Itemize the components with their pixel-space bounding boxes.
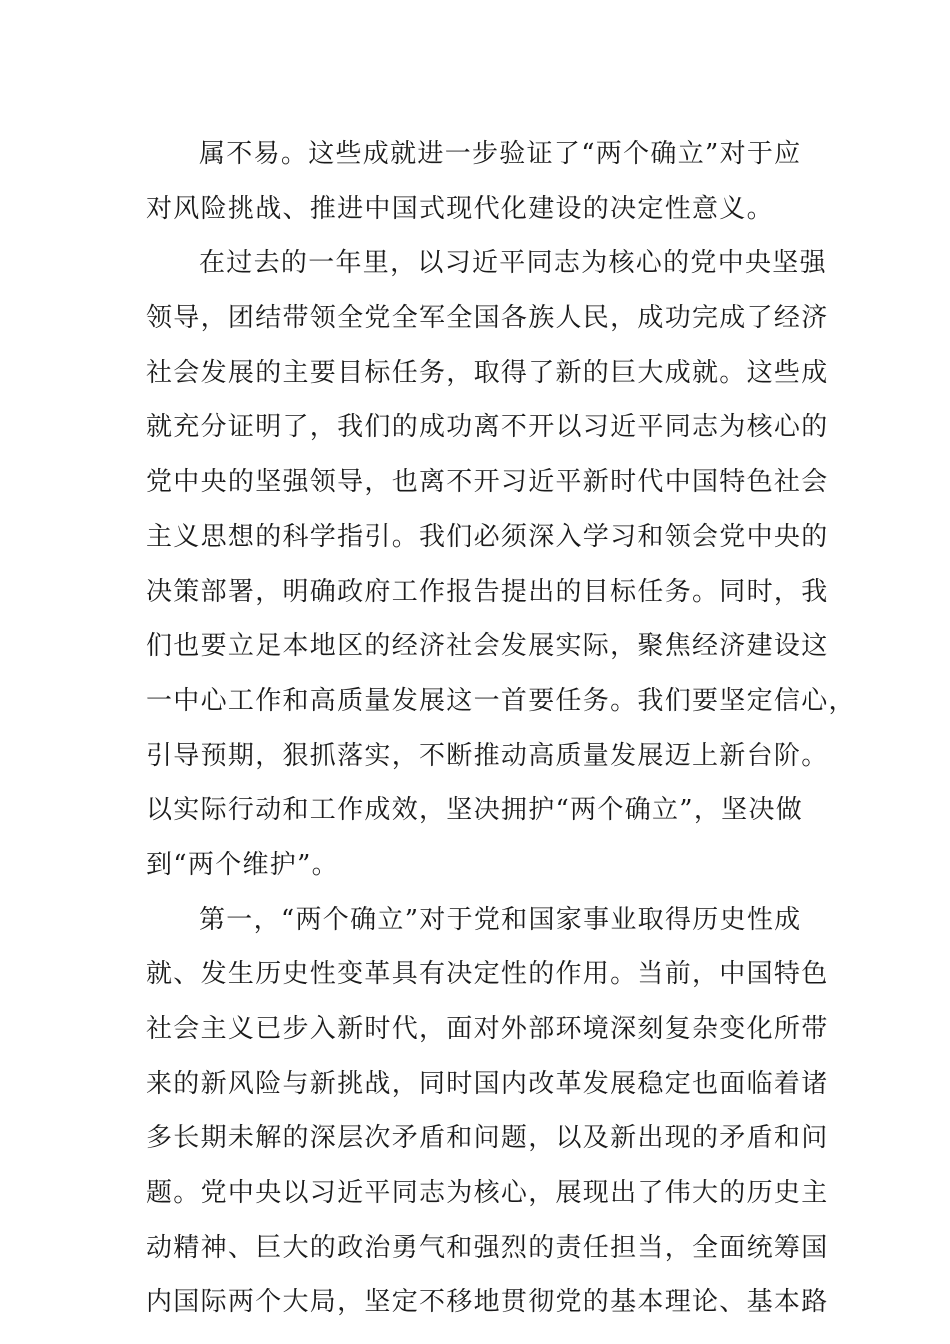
text-line: 对风险挑战、推进中国式现代化建设的决定性意义。 — [146, 193, 774, 224]
text-line: 就、发生历史性变革具有决定性的作用。当前，中国特色 — [146, 959, 829, 990]
text-line: 们也要立足本地区的经济社会发展实际，聚焦经济建设这 — [146, 631, 829, 662]
text-line: 一中心工作和高质量发展这一首要任务。我们要坚定信心， — [146, 685, 856, 716]
text-line: 社会发展的主要目标任务，取得了新的巨大成就。这些成 — [146, 357, 829, 388]
text-line: 属不易。这些成就进一步验证了“两个确立”对于应 — [199, 139, 802, 169]
text-line: 决策部署，明确政府工作报告提出的目标任务。同时，我 — [146, 576, 829, 607]
text-line: 就充分证明了，我们的成功离不开以习近平同志为核心的 — [146, 412, 829, 443]
text-line: 主义思想的科学指引。我们必须深入学习和领会党中央的 — [146, 521, 829, 552]
text-line: 来的新风险与新挑战，同时国内改革发展稳定也面临着诸 — [146, 1068, 829, 1099]
text-line: 内国际两个大局，坚定不移地贯彻党的基本理论、基本路 — [146, 1287, 829, 1318]
text-line: 动精神、巨大的政治勇气和强烈的责任担当，全面统筹国 — [146, 1232, 829, 1263]
text-line: 社会主义已步入新时代，面对外部环境深刻复杂变化所带 — [146, 1014, 829, 1044]
text-line: 第一，“两个确立”对于党和国家事业取得历史性成 — [199, 904, 802, 935]
text-line: 引导预期，狠抓落实，不断推动高质量发展迈上新台阶。 — [146, 740, 829, 771]
text-line: 党中央的坚强领导，也离不开习近平新时代中国特色社会 — [146, 467, 829, 498]
text-line: 多长期未解的深层次矛盾和问题，以及新出现的矛盾和问 — [146, 1123, 829, 1154]
text-line: 以实际行动和工作成效，坚决拥护“两个确立”，坚决做 — [146, 795, 804, 826]
text-line: 到“两个维护”。 — [146, 849, 339, 880]
text-line: 领导，团结带领全党全军全国各族人民，成功完成了经济 — [146, 303, 829, 334]
text-line: 题。党中央以习近平同志为核心，展现出了伟大的历史主 — [146, 1178, 829, 1209]
body-text — [146, 127, 856, 1330]
text-line: 在过去的一年里，以习近平同志为核心的党中央坚强 — [199, 248, 827, 279]
